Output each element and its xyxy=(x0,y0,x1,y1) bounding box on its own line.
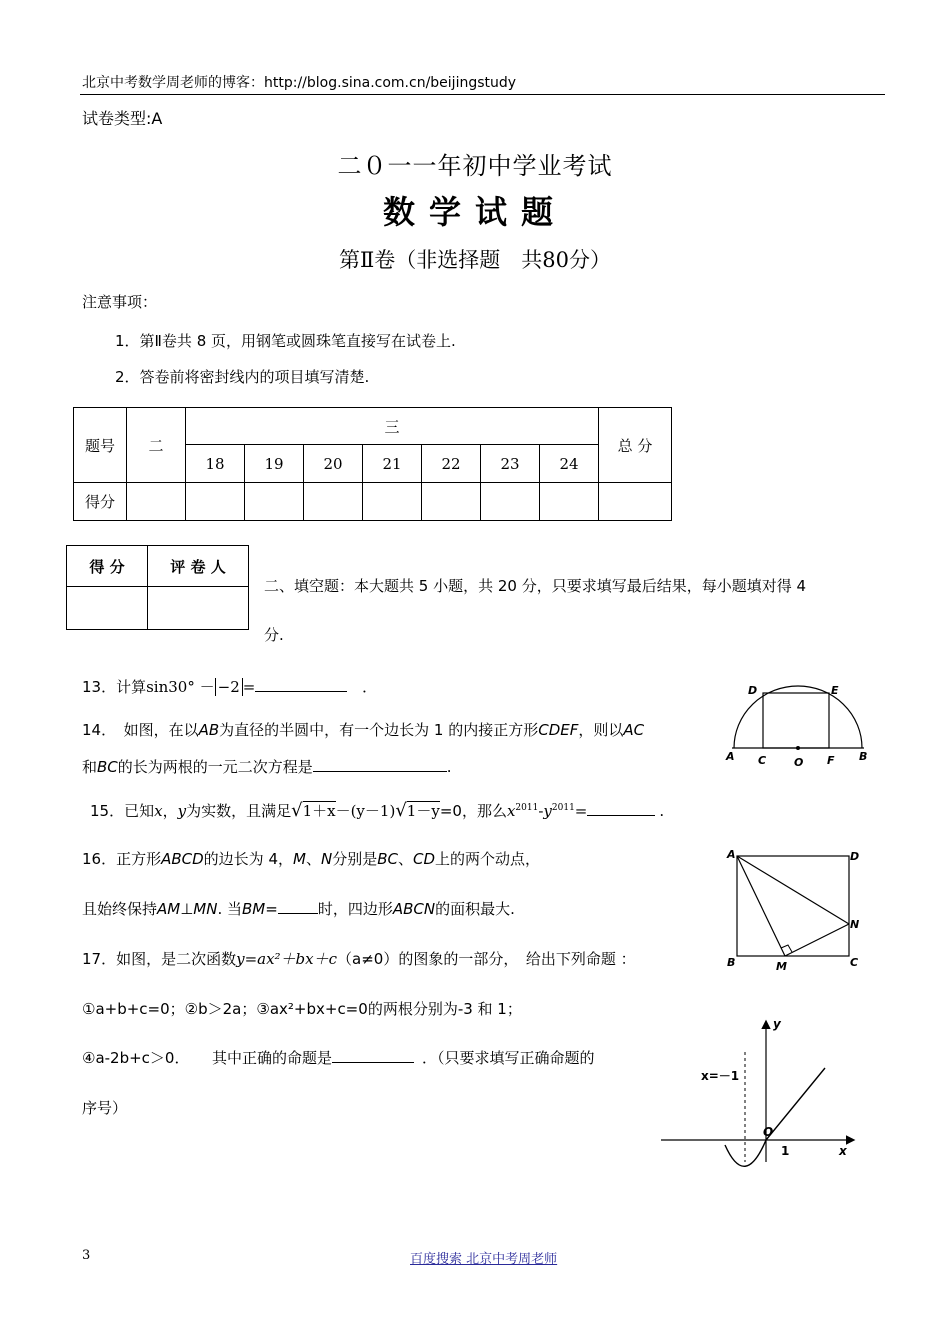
q16-text: 、 xyxy=(397,850,413,868)
label-N: N xyxy=(850,918,860,931)
q16-text: 分别是 xyxy=(332,850,378,868)
row-label-score: 得分 xyxy=(74,483,127,521)
section-intro-end: 分. xyxy=(264,626,284,644)
label-A: A xyxy=(727,848,736,861)
q17-answer-blank[interactable] xyxy=(332,1062,414,1063)
q17-prop3: ；③ax²+bx+c=0 xyxy=(241,1000,368,1018)
label-y: y xyxy=(773,1017,781,1031)
question-number: 22 xyxy=(422,445,481,483)
q17-prop2: ；②b＞2a xyxy=(169,1000,242,1018)
q16-text: 的边长为 4， xyxy=(203,850,293,868)
label-D: D xyxy=(748,684,758,697)
grader-name-cell[interactable] xyxy=(148,587,249,630)
notice-item-1: 1．第Ⅱ卷共 8 页，用钢笔或圆珠笔直接写在试卷上. xyxy=(115,332,456,350)
question-number: 19 xyxy=(245,445,304,483)
q13-minus: － xyxy=(199,678,215,696)
sqrt-sign: √ xyxy=(291,800,303,821)
question-17-line2 xyxy=(82,998,522,1019)
label-x: x xyxy=(839,1144,847,1158)
label-B: B xyxy=(727,956,736,969)
q15-text: 为实数，且满足 xyxy=(186,802,292,820)
q13-answer-blank[interactable] xyxy=(255,691,347,692)
grader-name-label: 评 卷 人 xyxy=(148,546,249,587)
question-number: 21 xyxy=(363,445,422,483)
q15-y: y xyxy=(543,802,552,820)
q16-bm: BM xyxy=(242,900,266,918)
part3-header: 三 xyxy=(186,408,599,445)
q14-ac: AC xyxy=(623,721,645,739)
q15-text: 15．已知 xyxy=(90,802,155,820)
score-cell[interactable] xyxy=(127,483,186,521)
footer-link[interactable]: 百度搜索 北京中考周老师 xyxy=(410,1252,558,1267)
q14-bc: BC xyxy=(97,758,118,776)
question-15 xyxy=(90,800,664,821)
q14-text: ，则以 xyxy=(578,721,624,739)
q16-text: 时，四边形 xyxy=(317,900,393,918)
q14-text: 14． 如图，在以 xyxy=(82,721,199,739)
score-cell[interactable] xyxy=(363,483,422,521)
score-cell[interactable] xyxy=(599,483,672,521)
q16-text: 、 xyxy=(305,850,321,868)
q17-text: 17．如图，是二次函数 xyxy=(82,950,237,968)
paper-type: 试卷类型:A xyxy=(82,109,163,128)
question-number: 18 xyxy=(186,445,245,483)
score-cell[interactable] xyxy=(186,483,245,521)
q17-figure xyxy=(655,1012,870,1172)
q16-abcd: ABCD xyxy=(161,850,204,868)
q14-text: 为直径的半圆中，有一个边长为 1 的内接正方形 xyxy=(219,721,539,739)
section-intro: 二、填空题：本大题共 5 小题，共 20 分，只要求填写最后结果，每小题填对得 4 xyxy=(264,577,807,595)
score-cell[interactable] xyxy=(422,483,481,521)
segment-mn xyxy=(785,924,849,956)
score-cell[interactable] xyxy=(304,483,363,521)
question-number: 23 xyxy=(481,445,540,483)
label-one: 1 xyxy=(781,1144,790,1158)
q15-dash: - xyxy=(538,802,544,820)
label-origin: O xyxy=(763,1125,774,1139)
q16-text: . 当 xyxy=(217,900,242,918)
q13-equals: = xyxy=(242,678,256,696)
q16-text: 且始终保持 xyxy=(82,900,158,918)
score-cell[interactable] xyxy=(540,483,599,521)
header-rule xyxy=(80,94,885,95)
volume-title: 第Ⅱ卷（非选择题 共80分） xyxy=(339,248,611,272)
label-D: D xyxy=(850,850,860,863)
q15-mid: －(y－1) xyxy=(335,802,396,820)
part2-header: 二 xyxy=(127,408,186,483)
label-B: B xyxy=(859,750,868,763)
q15-x: x xyxy=(506,802,516,820)
row-label-number: 题号 xyxy=(74,408,127,483)
parabola-curve xyxy=(725,1068,825,1166)
q17-text: ．（只要求填写正确命题的 xyxy=(422,1049,595,1067)
grader-score-cell[interactable] xyxy=(67,587,148,630)
q16-text: 上的两个动点， xyxy=(435,850,541,868)
q13-number: 13．计算 xyxy=(82,678,147,696)
inscribed-square xyxy=(763,693,829,748)
q14-text: 的长为两根的一元二次方程是 xyxy=(117,758,313,776)
q17-prop4: ④a-2b+c＞0 xyxy=(82,1049,175,1067)
subject-title: 数学试题 xyxy=(382,193,567,231)
grader-score-label: 得 分 xyxy=(67,546,148,587)
q15-end: . xyxy=(659,802,665,820)
q16-eq: = xyxy=(265,900,278,918)
q17-condition: （a≠0） xyxy=(337,950,399,968)
q15-root2: 1－y xyxy=(406,802,440,820)
q16-perp: AM⊥MN xyxy=(157,900,218,918)
label-C: C xyxy=(850,956,859,969)
question-16-line1 xyxy=(82,848,540,869)
q15-text: ， xyxy=(162,802,178,820)
q16-m: M xyxy=(292,850,306,868)
q16-cd: CD xyxy=(412,850,436,868)
q13-sin: sin30° xyxy=(146,678,195,696)
label-C: C xyxy=(758,754,767,767)
q16-n: N xyxy=(320,850,333,868)
score-cell[interactable] xyxy=(481,483,540,521)
exam-title: 二０一一年初中学业考试 xyxy=(337,152,613,180)
q14-end: . xyxy=(446,758,452,776)
q15-x: x xyxy=(154,802,163,820)
question-14-line1 xyxy=(82,719,644,740)
question-17-line1 xyxy=(82,948,636,969)
q16-text: 16．正方形 xyxy=(82,850,162,868)
score-table xyxy=(73,407,672,521)
header-blog-line: 北京中考数学周老师的博客：http://blog.sina.com.cn/beijingstudy xyxy=(82,75,517,91)
q17-text: 的两根分别为-3 和 1； xyxy=(367,1000,522,1018)
label-F: F xyxy=(827,754,835,767)
q16-figure xyxy=(722,842,867,977)
q15-exponent: 2011 xyxy=(515,803,539,813)
question-14-line2 xyxy=(82,756,452,777)
sqrt-sign: √ xyxy=(395,800,407,821)
label-E: E xyxy=(831,684,839,697)
label-M: M xyxy=(776,960,787,973)
q16-text: 的面积最大. xyxy=(435,900,515,918)
label-A: A xyxy=(726,750,735,763)
q14-ab: AB xyxy=(198,721,220,739)
center-point xyxy=(796,746,800,750)
score-cell[interactable] xyxy=(245,483,304,521)
question-17-line4: 序号） xyxy=(82,1099,128,1117)
q15-answer-blank[interactable] xyxy=(587,815,655,816)
q15-y: y xyxy=(177,802,187,820)
q14-cdef: CDEF xyxy=(538,721,579,739)
question-17-line3 xyxy=(82,1047,595,1068)
q13-end: ． xyxy=(362,678,378,696)
label-axis: x=－1 xyxy=(701,1069,740,1083)
question-16-line2 xyxy=(82,898,515,919)
q13-abs: −2 xyxy=(215,678,243,696)
q15-eq: = xyxy=(574,802,588,820)
grader-table xyxy=(66,545,249,630)
q17-text: ． 其中正确的命题是 xyxy=(174,1049,332,1067)
question-13 xyxy=(82,676,377,697)
question-number: 24 xyxy=(540,445,599,483)
q15-root1: 1＋x xyxy=(302,802,336,820)
q16-abcn: ABCN xyxy=(392,900,436,918)
notice-heading: 注意事项： xyxy=(82,293,158,311)
q17-function: y=ax²＋bx＋c xyxy=(236,950,338,968)
total-header: 总 分 xyxy=(599,408,672,483)
square-abcd xyxy=(737,856,849,956)
label-O: O xyxy=(794,756,804,769)
question-number: 20 xyxy=(304,445,363,483)
q16-answer-blank[interactable] xyxy=(278,913,318,914)
q15-text: =0，那么 xyxy=(439,802,507,820)
page-number: 3 xyxy=(82,1248,91,1263)
q15-exponent: 2011 xyxy=(551,803,575,813)
q16-bc: BC xyxy=(377,850,398,868)
notice-item-2: 2．答卷前将密封线内的项目填写清楚. xyxy=(115,368,370,386)
q17-text: 的图象的一部分， 给出下列命题 ： xyxy=(398,950,636,968)
q14-answer-blank[interactable] xyxy=(313,771,447,772)
q17-prop1: ①a+b+c=0 xyxy=(82,1000,170,1018)
q14-figure xyxy=(718,680,868,770)
q14-text: 和 xyxy=(82,758,98,776)
